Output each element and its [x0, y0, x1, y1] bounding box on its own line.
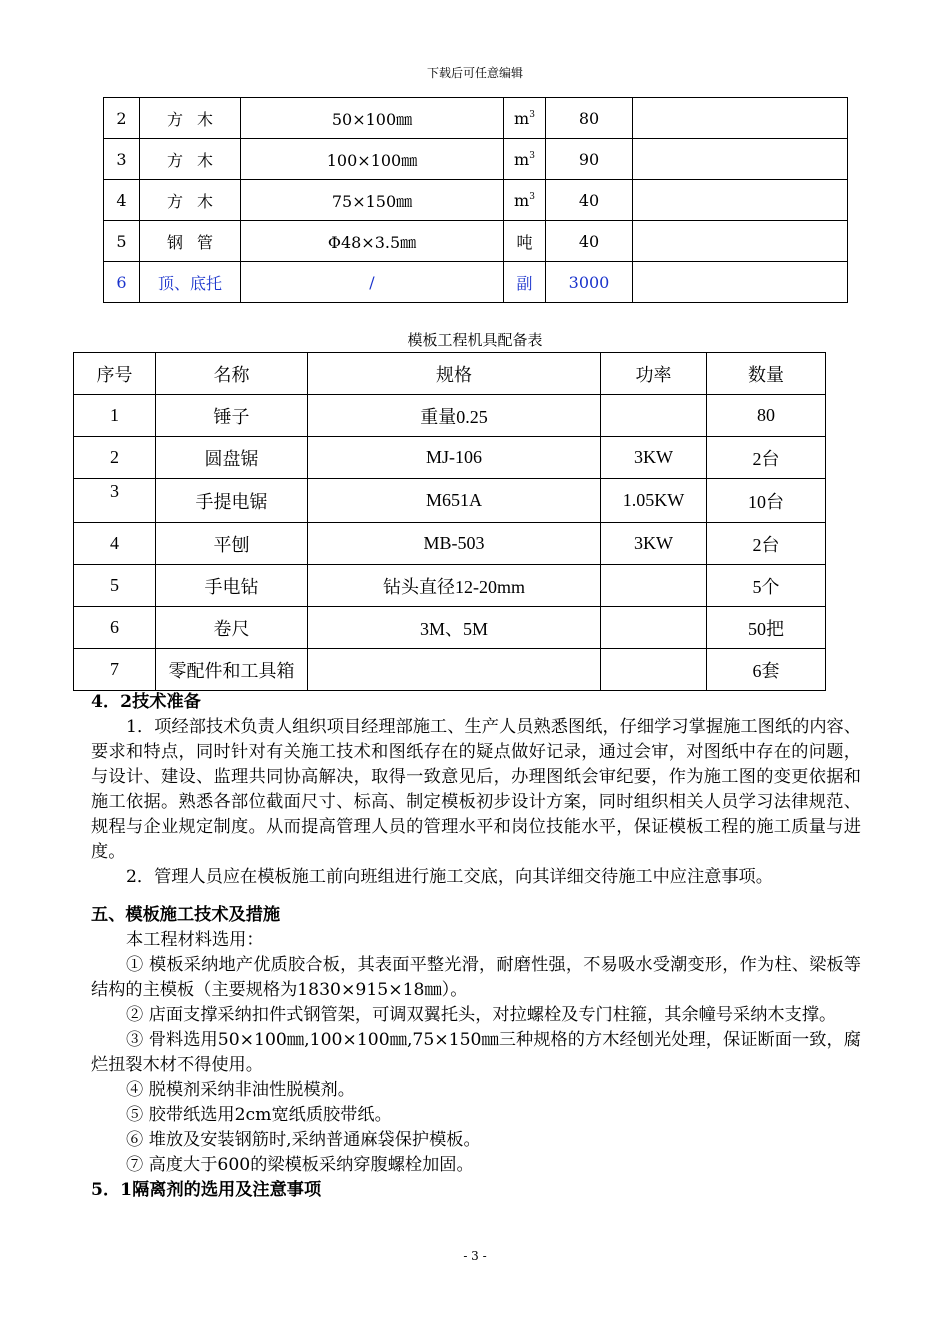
- paragraph: 1．项经部技术负责人组织项目经理部施工、生产人员熟悉图纸，仔细学习掌握施工图纸的内容、要求和特点，同时针对有关施工技术和图纸存在的疑点做好记录，通过会审，对图纸中存在的问题，与设计、建设、监理共同协高解决，取得一致意见后，办理图纸会审纪要，作为施工图的变更依据和施工依据。熟悉各部位截面尺寸、标高、制定模板初步设计方案，同时组织相关人员学习法律规范、规程与企业规定制度。从而提高管理人员的管理水平和岗位技能水平，保证模板工程的施工质量与进度。: [91, 717, 861, 862]
- column-header: 规格: [308, 353, 601, 395]
- equipment-table-caption: 模板工程机具配备表: [407, 331, 543, 349]
- material-note: [633, 139, 848, 180]
- list-item: ② 店面支撑采纳扣件式钢管架，可调双翼托头，对拉螺栓及专门柱箍，其余幢号采纳木支撑。: [126, 1005, 837, 1025]
- cell-power: [601, 565, 707, 607]
- material-qty: 40: [546, 180, 633, 221]
- cell-qty: 6套: [707, 649, 826, 691]
- cell-number: 5: [74, 565, 156, 607]
- table-row: [74, 437, 826, 479]
- cell-name: 手电钻: [156, 565, 308, 607]
- material-name: 钢管: [140, 221, 241, 262]
- list-item: ⑥ 堆放及安装钢筋时,采纳普通麻袋保护模板。: [126, 1130, 481, 1150]
- table-row: [74, 649, 826, 691]
- material-qty: 3000: [546, 262, 633, 303]
- material-name: 方木: [140, 180, 241, 221]
- table-row: [74, 479, 826, 523]
- cell-spec: MJ-106: [308, 437, 601, 479]
- material-note: [633, 180, 848, 221]
- cell-name: 手提电锯: [156, 479, 308, 523]
- list-item: ③ 骨料选用50×100㎜,100×100㎜,75×150㎜三种规格的方木经刨光处理，保证断面一致，腐烂扭裂木材不得使用。: [91, 1030, 861, 1075]
- cell-power: 3KW: [601, 523, 707, 565]
- cell-number: 6: [74, 607, 156, 649]
- list-item: ⑦ 高度大于600的梁模板采纳穿腹螺栓加固。: [126, 1155, 474, 1175]
- table-row: [104, 98, 848, 139]
- cell-number: 7: [74, 649, 156, 691]
- cell-qty: 80: [707, 395, 826, 437]
- material-name: 方木: [140, 98, 241, 139]
- column-header: 名称: [156, 353, 308, 395]
- material-unit: $m^3$: [504, 139, 546, 180]
- cell-qty: 50把: [707, 607, 826, 649]
- page-number: - 3 -: [463, 1249, 487, 1263]
- material-spec: 100×100㎜: [241, 139, 504, 180]
- material-name: 方木: [140, 139, 241, 180]
- cell-spec: 3M、5M: [308, 607, 601, 649]
- table-row: [74, 395, 826, 437]
- table-row: [74, 523, 826, 565]
- table-row: [104, 221, 848, 262]
- section-5: [91, 903, 861, 1203]
- section-heading-5: 五、模板施工技术及措施: [91, 905, 281, 925]
- cell-number: 1: [74, 395, 156, 437]
- cell-qty: 2台: [707, 437, 826, 479]
- material-qty: 40: [546, 221, 633, 262]
- row-number: 2: [104, 98, 140, 139]
- material-qty: 80: [546, 98, 633, 139]
- row-number: 4: [104, 180, 140, 221]
- row-number: 6: [104, 262, 140, 303]
- material-spec: Φ48×3.5㎜: [241, 221, 504, 262]
- table-row: [74, 607, 826, 649]
- list-item: ④ 脱模剂采纳非油性脱模剂。: [126, 1080, 355, 1100]
- cell-number: 3: [74, 479, 156, 523]
- row-number: 3: [104, 139, 140, 180]
- cell-power: 3KW: [601, 437, 707, 479]
- paragraph: 2．管理人员应在模板施工前向班组进行施工交底，向其详细交待施工中应注意事项。: [126, 867, 773, 887]
- material-unit: $m^3$: [504, 98, 546, 139]
- paragraph: 本工程材料选用：: [126, 930, 264, 950]
- column-header: 数量: [707, 353, 826, 395]
- section-heading-4-2: 4．2技术准备: [91, 692, 201, 712]
- cell-name: 零配件和工具箱: [156, 649, 308, 691]
- row-number: 5: [104, 221, 140, 262]
- materials-table: [103, 97, 848, 303]
- equipment-table: [73, 352, 826, 691]
- cell-name: 锤子: [156, 395, 308, 437]
- material-note: [633, 221, 848, 262]
- table-row: [104, 139, 848, 180]
- cell-qty: 2台: [707, 523, 826, 565]
- material-unit: 副: [504, 262, 546, 303]
- material-spec: 75×150㎜: [241, 180, 504, 221]
- cell-spec: [308, 649, 601, 691]
- cell-power: [601, 649, 707, 691]
- column-header: 功率: [601, 353, 707, 395]
- list-item: ① 模板采纳地产优质胶合板，其表面平整光滑，耐磨性强，不易吸水受潮变形，作为柱、梁板等结构的主模板（主要规格为1830×915×18㎜）。: [91, 955, 861, 1000]
- material-spec: 50×100㎜: [241, 98, 504, 139]
- material-name: 顶、底托: [140, 262, 241, 303]
- material-unit: $m^3$: [504, 180, 546, 221]
- material-note: [633, 98, 848, 139]
- material-spec: /: [241, 262, 504, 303]
- cell-spec: 重量0.25: [308, 395, 601, 437]
- column-header: 序号: [74, 353, 156, 395]
- table-row: [104, 180, 848, 221]
- body-text: [91, 690, 861, 890]
- cell-name: 圆盘锯: [156, 437, 308, 479]
- cell-power: [601, 395, 707, 437]
- table-row: [104, 262, 848, 303]
- page-header: 下载后可任意编辑: [426, 66, 523, 80]
- cell-qty: 5个: [707, 565, 826, 607]
- table-header-row: [74, 353, 826, 395]
- cell-spec: M651A: [308, 479, 601, 523]
- cell-spec: 钻头直径12-20mm: [308, 565, 601, 607]
- cell-qty: 10台: [707, 479, 826, 523]
- cell-power: 1.05KW: [601, 479, 707, 523]
- cell-number: 4: [74, 523, 156, 565]
- cell-power: [601, 607, 707, 649]
- cell-name: 平刨: [156, 523, 308, 565]
- cell-spec: MB-503: [308, 523, 601, 565]
- list-item: ⑤ 胶带纸选用2cm宽纸质胶带纸。: [126, 1105, 392, 1125]
- material-unit: 吨: [504, 221, 546, 262]
- cell-number: 2: [74, 437, 156, 479]
- material-note: [633, 262, 848, 303]
- material-qty: 90: [546, 139, 633, 180]
- section-heading-5-1: 5．1隔离剂的选用及注意事项: [91, 1180, 322, 1200]
- cell-name: 卷尺: [156, 607, 308, 649]
- table-row: [74, 565, 826, 607]
